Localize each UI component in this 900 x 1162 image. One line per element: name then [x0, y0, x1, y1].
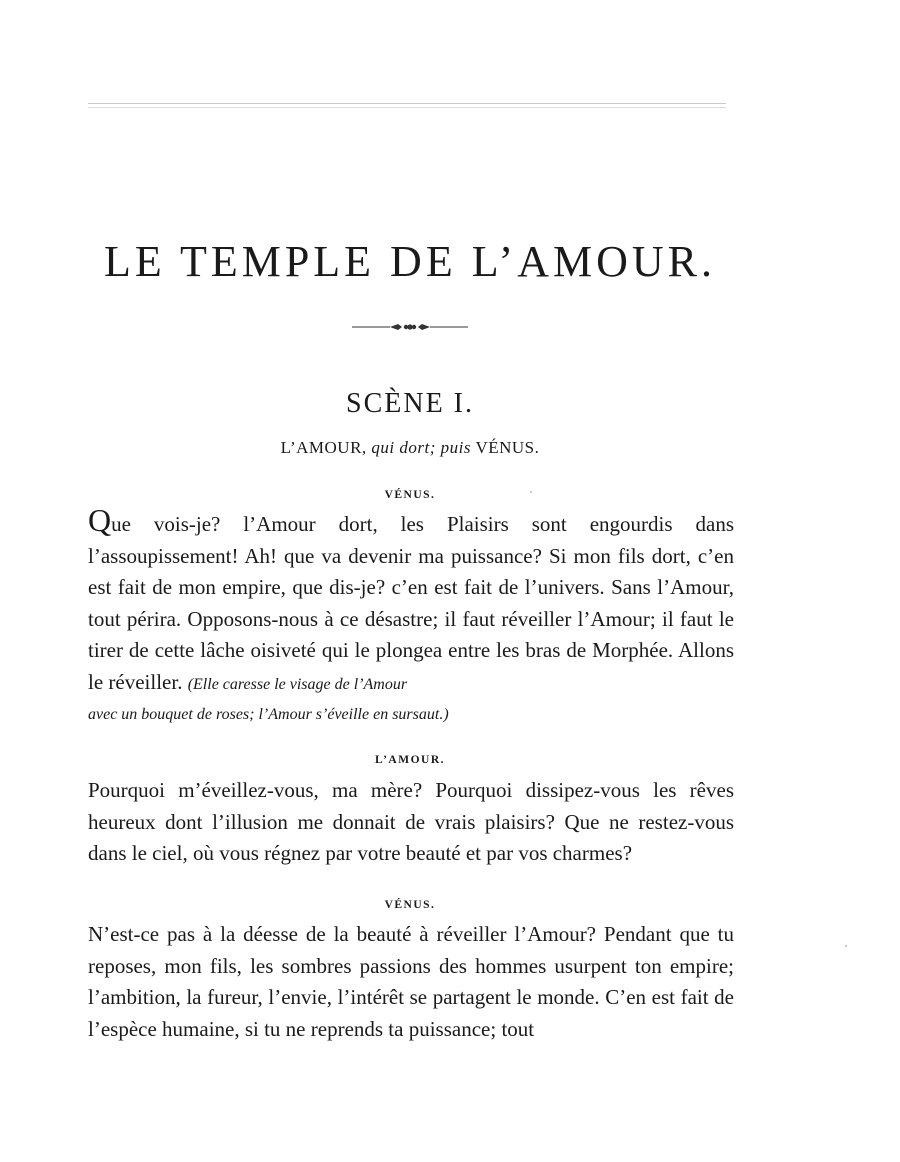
paper-speck	[845, 945, 847, 947]
cast-character-amour: L’AMOUR,	[280, 438, 367, 457]
cast-direction: qui dort; puis	[371, 438, 471, 457]
paper-speck	[530, 491, 532, 493]
speech-body: ue vois-je? l’Amour dort, les Plaisirs sont engourdis dans l’assoupissement! Ah! que va devenir ma puissance? Si mon fils dort, c’en est fait de mon empire, que dis-je? c’en est fait de l’univers. Sans l’Amour, tout périra. Opposons-nous à ce désastre; il faut réveiller l’Amour; il faut le tirer de cette lâche oisiveté qui le plongea entre les bras de Morphée. Allons le réveiller.	[88, 512, 734, 694]
ornament-divider	[352, 320, 468, 334]
speaker-label: L’AMOUR.	[374, 754, 446, 766]
speech-body: Pourquoi m’éveillez-vous, ma mère? Pourquoi dissipez-vous les rêves heureux dont l’illusion me donnait de vrais plaisirs? Que ne restez-vous dans le ciel, où vous régnez par votre beauté et par vos charmes?	[88, 778, 734, 865]
speech-text	[88, 775, 734, 870]
speech-text	[88, 502, 734, 730]
stage-direction-continued: avec un bouquet de roses; l’Amour s’éveille en sursaut.)	[88, 706, 449, 723]
drop-cap: Q	[88, 502, 112, 538]
speaker-label: VÉNUS.	[384, 899, 436, 911]
speech-body: N’est-ce pas à la déesse de la beauté à réveiller l’Amour? Pendant que tu reposes, mon fils, les sombres passions des hommes usurpent ton empire; l’ambition, la fureur, l’envie, l’intérêt se partagent le monde. C’en est fait de l’espèce humaine, si tu ne reprends ta puissance; tout	[88, 922, 734, 1041]
scene-cast	[0, 438, 820, 458]
stage-direction: (Elle caresse le visage de l’Amour	[187, 675, 408, 693]
scene-title: SCÈNE I.	[346, 388, 474, 419]
speech-text	[88, 919, 734, 1045]
cast-character-venus: VÉNUS.	[475, 438, 540, 457]
header-rule	[88, 103, 726, 104]
page-title: LE TEMPLE DE L’AMOUR.	[104, 237, 716, 286]
speaker-label: VÉNUS.	[384, 489, 436, 501]
